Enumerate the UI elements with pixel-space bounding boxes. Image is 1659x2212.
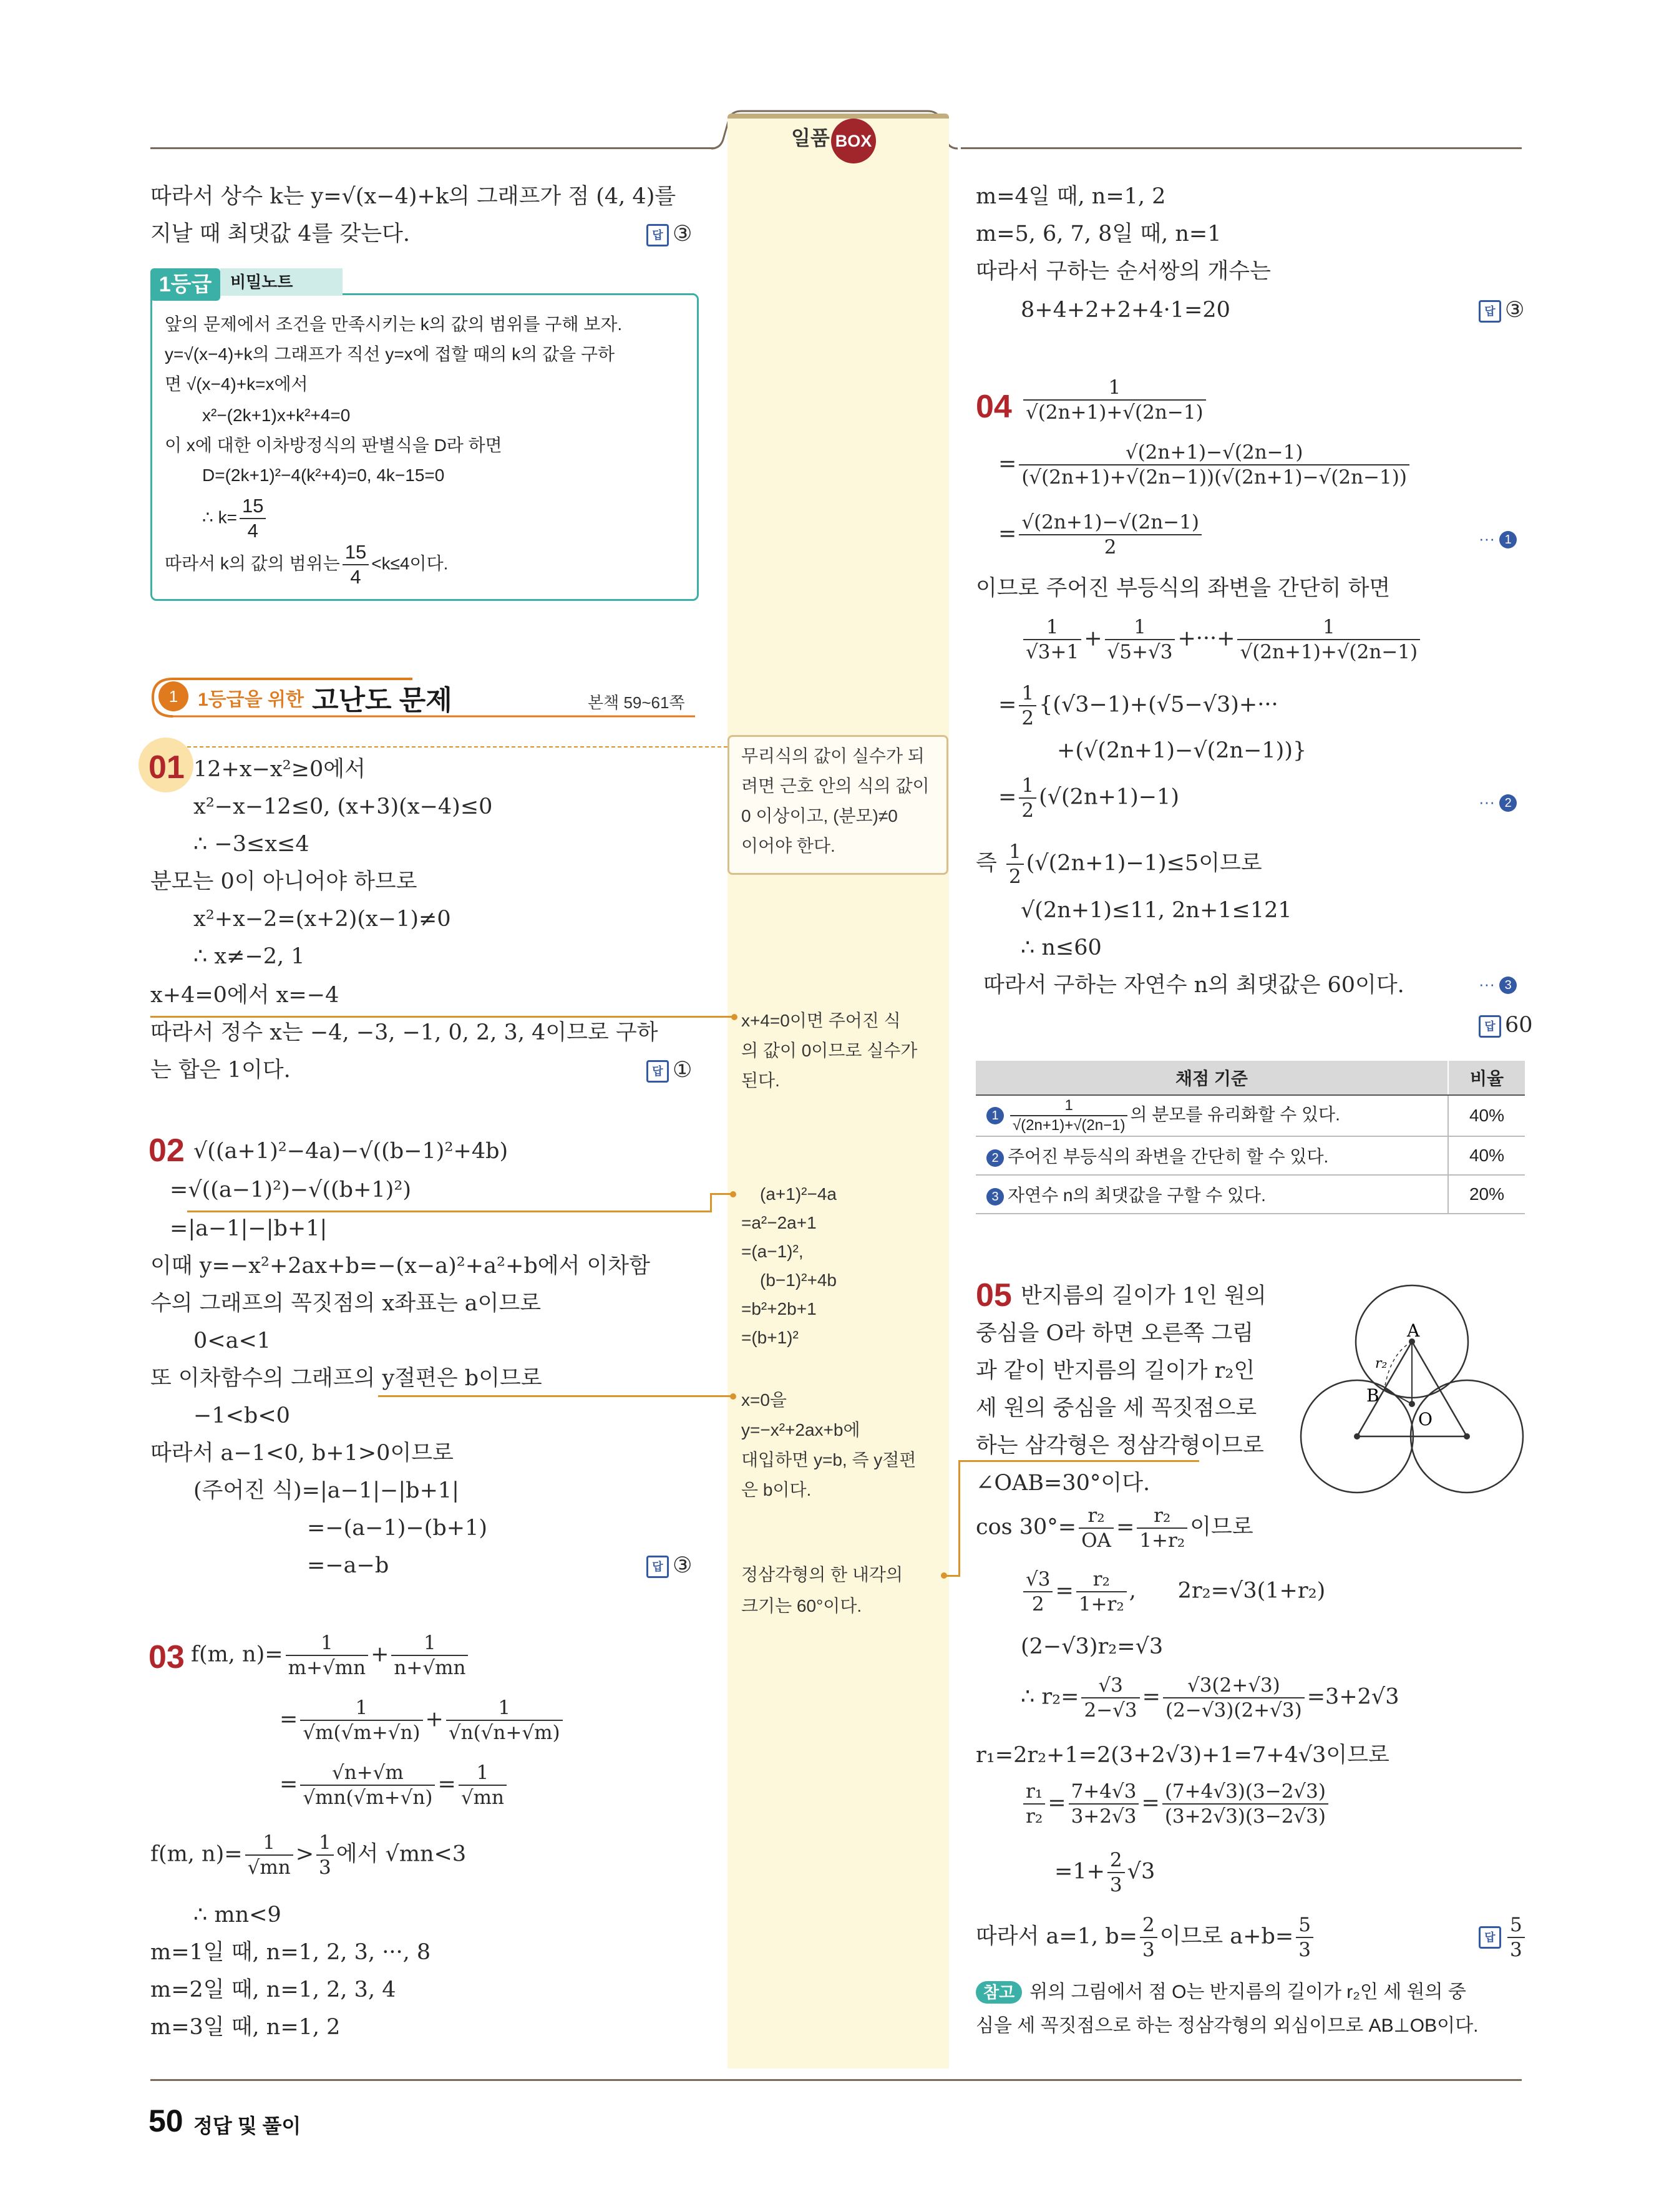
center-note-line: 된다.: [741, 1071, 780, 1090]
p04-formula: $\frac{1}{√(2n+1)+√(2n-1)}$: [1021, 376, 1209, 424]
table-row: [976, 1175, 1525, 1214]
p02-line: 또 이차함수의 그래프의 y절편은 b이므로: [150, 1366, 542, 1391]
note-k-line: ∴ k= $\frac{15}{4}$: [202, 494, 268, 543]
center-note-line: =(b+1)²: [741, 1328, 799, 1347]
p05-formula: ∴ r₂= $\frac{√3}{2-√3}$ = $\frac{√3(2+√3)}{(2-√3)(2+√3)}$ =3+2√3: [1021, 1674, 1399, 1722]
p01-line: x²−x−12≤0, (x+3)(x−4)≤0: [193, 794, 493, 819]
p03-line: m=2일 때, n=1, 2, 3, 4: [150, 1977, 396, 2002]
three-circles-diagram: [1297, 1279, 1527, 1498]
answer-badge: 답 ③: [1479, 296, 1524, 324]
note-line: 면 √(x−4)+k=x에서: [165, 374, 308, 394]
answer-badge: 답 $\frac{5}{3}$: [1479, 1913, 1527, 1962]
center-note-line: x=0을: [741, 1390, 787, 1410]
connector-line: [710, 1193, 732, 1195]
p02-line: 0<a<1: [193, 1328, 271, 1353]
footer-text: 정답 및 풀이: [193, 2115, 301, 2137]
answer-icon: 답: [1479, 300, 1501, 323]
table-cell: 40%: [1448, 1136, 1525, 1175]
center-note-line: 크기는 60°이다.: [741, 1596, 862, 1615]
p03-cont-line: m=5, 6, 7, 8일 때, n=1: [976, 222, 1222, 246]
diagram-label-r2: r₂: [1375, 1356, 1388, 1372]
p04-line: ∴ n≤60: [1021, 935, 1102, 960]
center-note-line: 은 b이다.: [741, 1480, 812, 1499]
p02-line: =|a−1|−|b+1|: [170, 1216, 328, 1241]
connector-line: [958, 1460, 960, 1576]
p02-line: −1<b<0: [193, 1403, 290, 1428]
answer-icon: 답: [646, 1556, 669, 1578]
center-note-line: (a+1)²−4a: [760, 1184, 837, 1204]
reference-tag: 참고: [976, 1981, 1022, 2004]
p03-cont-line: 8+4+2+2+4·1=20: [1021, 298, 1230, 323]
scoring-table: [976, 1061, 1525, 1214]
answer-badge: 답 ①: [646, 1056, 692, 1084]
problem-number: 01: [148, 749, 185, 786]
answer-icon: 답: [646, 224, 669, 246]
p03-formula: = $\frac{√n+√m}{√mn(√m+√n)}$ = $\frac{1}{√mn}$: [280, 1761, 509, 1810]
connector-dot: [730, 1393, 736, 1400]
p05-line: 반지름의 길이가 1인 원의: [1021, 1284, 1267, 1308]
p02-line: (주어진 식)=|a−1|−|b+1|: [193, 1478, 459, 1503]
p03-condition: f(m, n)= $\frac{1}{√mn}$ > $\frac{1}{3}$ 에서 √mn<3: [150, 1831, 467, 1879]
p05-formula: 따라서 a=1, b= $\frac{2}{3}$ 이므로 a+b= $\frac{5}{3}$: [976, 1913, 1316, 1962]
page-number: 50: [148, 2103, 183, 2138]
p02-line: 따라서 a−1<0, b+1>0이므로: [150, 1441, 454, 1466]
p05-line: 중심을 O라 하면 오른쪽 그림: [976, 1321, 1254, 1346]
footer-rule: [150, 2079, 1522, 2081]
center-note-line: 무리식의 값이 실수가 되: [741, 746, 925, 766]
p04-formula: = $\frac{√(2n+1)-√(2n-1)}{2}$: [998, 510, 1204, 559]
intro-line: 따라서 상수 k는 y=√(x−4)+k의 그래프가 점 (4, 4)를: [150, 184, 676, 209]
connector-dot: [731, 1014, 737, 1020]
p01-line: ∴ −3≤x≤4: [193, 832, 309, 857]
diagram-label-a: A: [1407, 1320, 1420, 1341]
p01-line: 는 합은 1이다.: [150, 1058, 291, 1083]
center-note-line: 려면 근호 안의 식의 값이: [741, 776, 930, 796]
problem-number: 05: [976, 1277, 1012, 1313]
p04-formula: = $\frac{√(2n+1)-√(2n-1)}{(√(2n+1)+√(2n-1))(√(2n+1)-√(2n-1))}$: [998, 441, 1412, 489]
answer-icon: 답: [1479, 1926, 1501, 1949]
table-row: [976, 1095, 1525, 1136]
p05-line: 하는 삼각형은 정삼각형이므로: [976, 1433, 1264, 1458]
answer-icon: 답: [1479, 1015, 1501, 1038]
problem-number: 04: [976, 389, 1012, 425]
connector-line: [187, 1211, 711, 1212]
note-tag: 1등급: [150, 268, 220, 301]
section-subtitle: 1등급을 위한: [198, 689, 304, 710]
diagram-label-o: O: [1418, 1409, 1433, 1430]
p04-line: +(√(2n+1)−√(2n−1))}: [1057, 738, 1307, 763]
note-range-line: 따라서 k의 값의 범위는 $\frac{15}{4}$ <k≤4이다.: [165, 541, 449, 588]
p03-formula: f(m, n)= $\frac{1}{m+√mn}$ + $\frac{1}{n+√mn}$: [191, 1631, 470, 1680]
p05-formula: $\frac{\text{r₁}}{\text{r₂}}$ = $\frac{7+4√3}{3+2√3}$ = $\frac{(7+4√3)(3-2√3)}{(3+2√3)(3-2√3)}$: [1021, 1780, 1331, 1828]
header-badge: BOX: [831, 119, 876, 163]
p02-line: 이때 y=−x²+2ax+b=−(x−a)²+a²+b에서 이차함: [150, 1254, 650, 1279]
connector-line: [958, 1460, 1113, 1462]
p04-formula: = $\frac{1}{2}$ (√(2n+1)−1): [998, 774, 1179, 822]
answer-badge: 답 60: [1479, 1011, 1533, 1040]
note-line: x²−(2k+1)x+k²+4=0: [202, 406, 351, 425]
header-tab-label: 일품: [791, 127, 830, 149]
p03-line: m=1일 때, n=1, 2, 3, ···, 8: [150, 1940, 431, 1965]
table-cell: 2 주어진 부등식의 좌변을 간단히 할 수 있다.: [976, 1136, 1448, 1175]
connector-line: [150, 1016, 734, 1018]
p05-formula: cos 30°= $\frac{\text{r₂}}{OA}$ = $\frac{\text{r₂}}{\text{1+r₂}}$ 이므로: [976, 1504, 1253, 1552]
p04-sum: $\frac{1}{√3+1}$ + $\frac{1}{√5+√3}$ +···+ $\frac{1}{√(2n+1)+√(2n-1)}$: [1021, 615, 1423, 664]
table-cell: 40%: [1448, 1095, 1525, 1136]
answer-badge: 답 ③: [646, 220, 692, 248]
p03-cont-line: m=4일 때, n=1, 2: [976, 184, 1166, 209]
p04-line: 이므로 주어진 부등식의 좌변을 간단히 하면: [976, 576, 1391, 601]
p04-formula: = $\frac{1}{2}$ {(√3−1)+(√5−√3)+···: [998, 682, 1278, 729]
note-line: 앞의 문제에서 조건을 만족시키는 k의 값의 범위를 구해 보자.: [165, 314, 623, 334]
p05-line: ∠OAB=30°이다.: [976, 1471, 1151, 1496]
note-line: y=√(x−4)+k의 그래프가 직선 y=x에 접할 때의 k의 값을 구하: [165, 344, 615, 364]
center-note-line: =a²−2a+1: [741, 1213, 817, 1232]
step-marker: ··· 3: [1479, 975, 1517, 994]
diagram-label-b: B: [1366, 1385, 1379, 1406]
step-marker: ··· 2: [1479, 792, 1517, 812]
p03-line: ∴ mn<9: [193, 1903, 281, 1927]
table-cell: 3 자연수 n의 최댓값을 구할 수 있다.: [976, 1175, 1448, 1214]
p02-line: √((a+1)²−4a)−√((b−1)²+4b): [193, 1139, 508, 1164]
step-marker: ··· 1: [1479, 529, 1517, 548]
section-page-ref: 본책 59~61쪽: [588, 693, 685, 712]
p02-line: =√((a−1)²)−√((b+1)²): [170, 1177, 412, 1202]
connector-dot: [730, 1191, 736, 1197]
p04-line: √(2n+1)≤11, 2n+1≤121: [1021, 898, 1292, 923]
p05-formula: =1+ $\frac{2}{3}$ √3: [1054, 1849, 1155, 1896]
section-title: 고난도 문제: [312, 685, 452, 716]
header-rule-left: [150, 147, 715, 149]
section-icon: 1: [158, 681, 188, 711]
p05-line: (2−√3)r₂=√3: [1021, 1634, 1164, 1659]
table-header: 채점 기준: [976, 1061, 1448, 1095]
note-line: 이 x에 대한 이차방정식의 판별식을 D라 하면: [165, 436, 502, 455]
p05-line: 과 같이 반지름의 길이가 r₂인: [976, 1358, 1255, 1383]
connector-line: [378, 1395, 732, 1397]
center-note-line: 0 이상이고, (분모)≠0: [741, 806, 898, 826]
p01-line: 12+x−x²≥0에서: [193, 757, 366, 782]
center-note-line: 정삼각형의 한 내각의: [741, 1565, 903, 1584]
center-note-line: 의 값이 0이므로 실수가: [741, 1041, 918, 1060]
p04-line: 따라서 구하는 자연수 n의 최댓값은 60이다.: [983, 973, 1404, 998]
center-note-line: 대입하면 y=b, 즉 y절편: [741, 1450, 917, 1469]
center-note-line: 이어야 한다.: [741, 836, 835, 855]
reference-note: 심을 세 꼭짓점으로 하는 정삼각형의 외심이므로 AB⊥OB이다.: [976, 2015, 1479, 2036]
problem-number: 02: [148, 1133, 185, 1169]
note-line: D=(2k+1)²−4(k²+4)=0, 4k−15=0: [202, 465, 445, 485]
p01-line: x+4=0에서 x=−4: [150, 983, 339, 1008]
p05-formula: $\frac{√3}{2}$ = $\frac{\text{r₂}}{\text{1+r₂}}$ , 2r₂=√3(1+r₂): [1021, 1567, 1325, 1616]
p05-line: r₁=2r₂+1=2(3+2√3)+1=7+4√3이므로: [976, 1743, 1389, 1768]
connector-line: [1112, 1460, 1199, 1462]
center-note-line: =b²+2b+1: [741, 1299, 817, 1318]
p03-formula: = $\frac{1}{√m(√m+√n)}$ + $\frac{1}{√n(√n+√m)}$: [280, 1696, 565, 1745]
center-note-line: (b−1)²+4b: [760, 1270, 837, 1290]
center-note-line: x+4=0이면 주어진 식: [741, 1011, 901, 1030]
problem-01-dashed-line: [187, 746, 727, 748]
p01-line: 따라서 정수 x는 −4, −3, −1, 0, 2, 3, 4이므로 구하: [150, 1020, 658, 1045]
answer-icon: 답: [646, 1060, 669, 1083]
p04-formula: 즉 $\frac{1}{2}$ (√(2n+1)−1)≤5이므로: [976, 840, 1262, 888]
p02-line: 수의 그래프의 꼭짓점의 x좌표는 a이므로: [150, 1291, 542, 1316]
p01-line: ∴ x≠−2, 1: [193, 944, 305, 969]
connector-dot: [941, 1572, 947, 1579]
p01-line: x²+x−2=(x+2)(x−1)≠0: [193, 907, 451, 932]
intro-line: 지날 때 최댓값 4를 갖는다.: [150, 222, 410, 246]
answer-badge: 답 ③: [646, 1551, 692, 1580]
connector-line: [710, 1193, 712, 1212]
p05-line: 세 원의 중심을 세 꼭짓점으로: [976, 1396, 1257, 1421]
reference-note: 참고 위의 그림에서 점 O는 반지름의 길이가 r₂인 세 원의 중: [976, 1978, 1466, 2007]
header-rule-right: [961, 147, 1522, 149]
table-row: [976, 1136, 1525, 1175]
p01-line: 분모는 0이 아니어야 하므로: [150, 869, 417, 894]
center-note-line: =(a−1)²,: [741, 1242, 804, 1261]
table-cell: 1 $\frac{1}{√(2n+1)+√(2n-1)}$ 의 분모를 유리화할 수 있다.: [976, 1095, 1448, 1136]
table-header: 비율: [1448, 1061, 1525, 1095]
p03-cont-line: 따라서 구하는 순서쌍의 개수는: [976, 259, 1271, 284]
p02-line: =−a−b: [307, 1553, 389, 1578]
table-header-row: [976, 1061, 1525, 1095]
problem-number: 03: [148, 1639, 185, 1675]
p02-line: =−(a−1)−(b+1): [307, 1516, 488, 1541]
table-cell: 20%: [1448, 1175, 1525, 1214]
note-tag-label: 비밀노트: [220, 268, 343, 296]
p03-line: m=3일 때, n=1, 2: [150, 2015, 341, 2040]
center-note-line: y=−x²+2ax+b에: [741, 1420, 860, 1440]
